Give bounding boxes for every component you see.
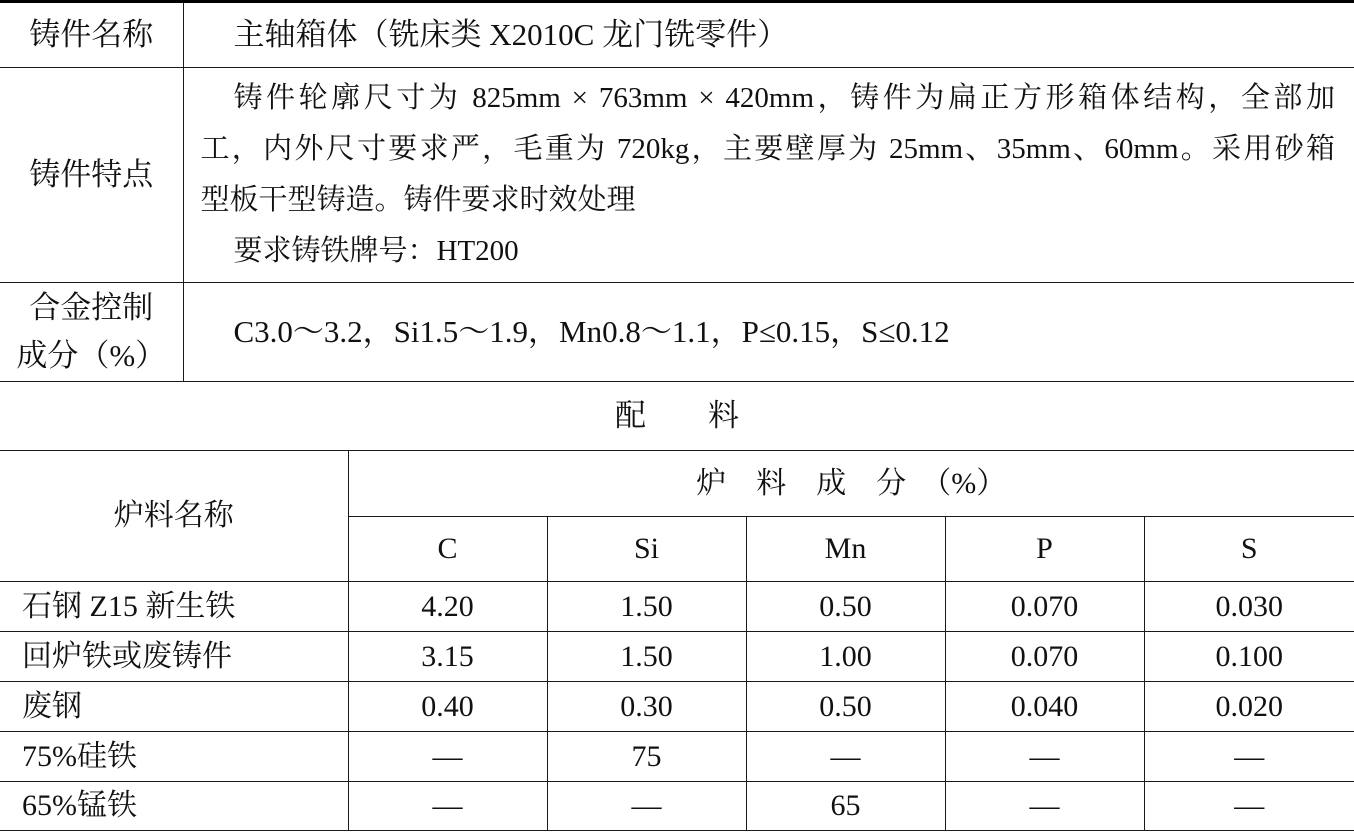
material-name: 65%锰铁	[0, 782, 348, 831]
element-header-p: P	[945, 517, 1144, 582]
charge-section-title: 配 料	[615, 398, 739, 433]
features-line-3: 型板干型铸造。铸件要求时效处理	[200, 184, 636, 216]
value-c: 3.15	[348, 632, 547, 682]
element-header-c: C	[348, 517, 547, 582]
table-row	[0, 782, 1354, 831]
element-header-s: S	[1144, 517, 1354, 582]
material-name: 石钢 Z15 新生铁	[0, 582, 348, 632]
alloy-label-line-1: 合金控制	[29, 290, 154, 325]
value-mn: —	[746, 732, 945, 782]
casting-features-text	[183, 68, 1354, 283]
value-mn: 65	[746, 782, 945, 831]
casting-info-table	[0, 0, 1354, 382]
casting-features-label: 铸件特点	[0, 68, 183, 283]
value-p: 0.070	[945, 632, 1144, 682]
material-name: 废钢	[0, 682, 348, 732]
value-c: 4.20	[348, 582, 547, 632]
value-c: 0.40	[348, 682, 547, 732]
casting-features-row	[0, 68, 1354, 283]
value-p: 0.040	[945, 682, 1144, 732]
value-s: 0.020	[1144, 682, 1354, 732]
value-p: —	[945, 732, 1144, 782]
alloy-label-line-2: 成分（%）	[16, 338, 167, 373]
casting-name-value: 主轴箱体（铣床类 X2010C 龙门铣零件）	[183, 2, 1354, 68]
value-mn: 1.00	[746, 632, 945, 682]
value-c: —	[348, 732, 547, 782]
charge-name-header: 炉料名称	[0, 451, 348, 582]
value-mn: 0.50	[746, 682, 945, 732]
value-s: 0.030	[1144, 582, 1354, 632]
value-si: 1.50	[547, 632, 746, 682]
element-header-si: Si	[547, 517, 746, 582]
features-line-1: 铸件轮廓尺寸为 825mm × 763mm × 420mm，铸件为扁正方形箱体结构，全部加	[233, 82, 1335, 114]
value-c: —	[348, 782, 547, 831]
alloy-composition-row	[0, 283, 1354, 382]
casting-name-row	[0, 2, 1354, 68]
value-mn: 0.50	[746, 582, 945, 632]
composition-header: 炉 料 成 分 （%）	[348, 451, 1354, 517]
value-si: 0.30	[547, 682, 746, 732]
table-header-row-1	[0, 451, 1354, 517]
features-line-2: 工，内外尺寸要求严，毛重为 720kg，主要壁厚为 25mm、35mm、60mm。采用砂箱	[200, 133, 1335, 165]
element-header-mn: Mn	[746, 517, 945, 582]
material-name: 回炉铁或废铸件	[0, 632, 348, 682]
charge-composition-table	[0, 450, 1354, 831]
table-row	[0, 682, 1354, 732]
alloy-composition-label	[0, 283, 183, 382]
table-row	[0, 582, 1354, 632]
value-si: 1.50	[547, 582, 746, 632]
value-s: —	[1144, 782, 1354, 831]
value-si: —	[547, 782, 746, 831]
table-row	[0, 732, 1354, 782]
value-p: —	[945, 782, 1144, 831]
grade-line: 要求铸铁牌号：HT200	[233, 235, 519, 267]
value-p: 0.070	[945, 582, 1144, 632]
table-row	[0, 632, 1354, 682]
value-s: —	[1144, 732, 1354, 782]
casting-name-label: 铸件名称	[0, 2, 183, 68]
value-si: 75	[547, 732, 746, 782]
material-name: 75%硅铁	[0, 732, 348, 782]
alloy-composition-value: C3.0～3.2，Si1.5～1.9，Mn0.8～1.1，P≤0.15，S≤0.12	[183, 283, 1354, 382]
value-s: 0.100	[1144, 632, 1354, 682]
